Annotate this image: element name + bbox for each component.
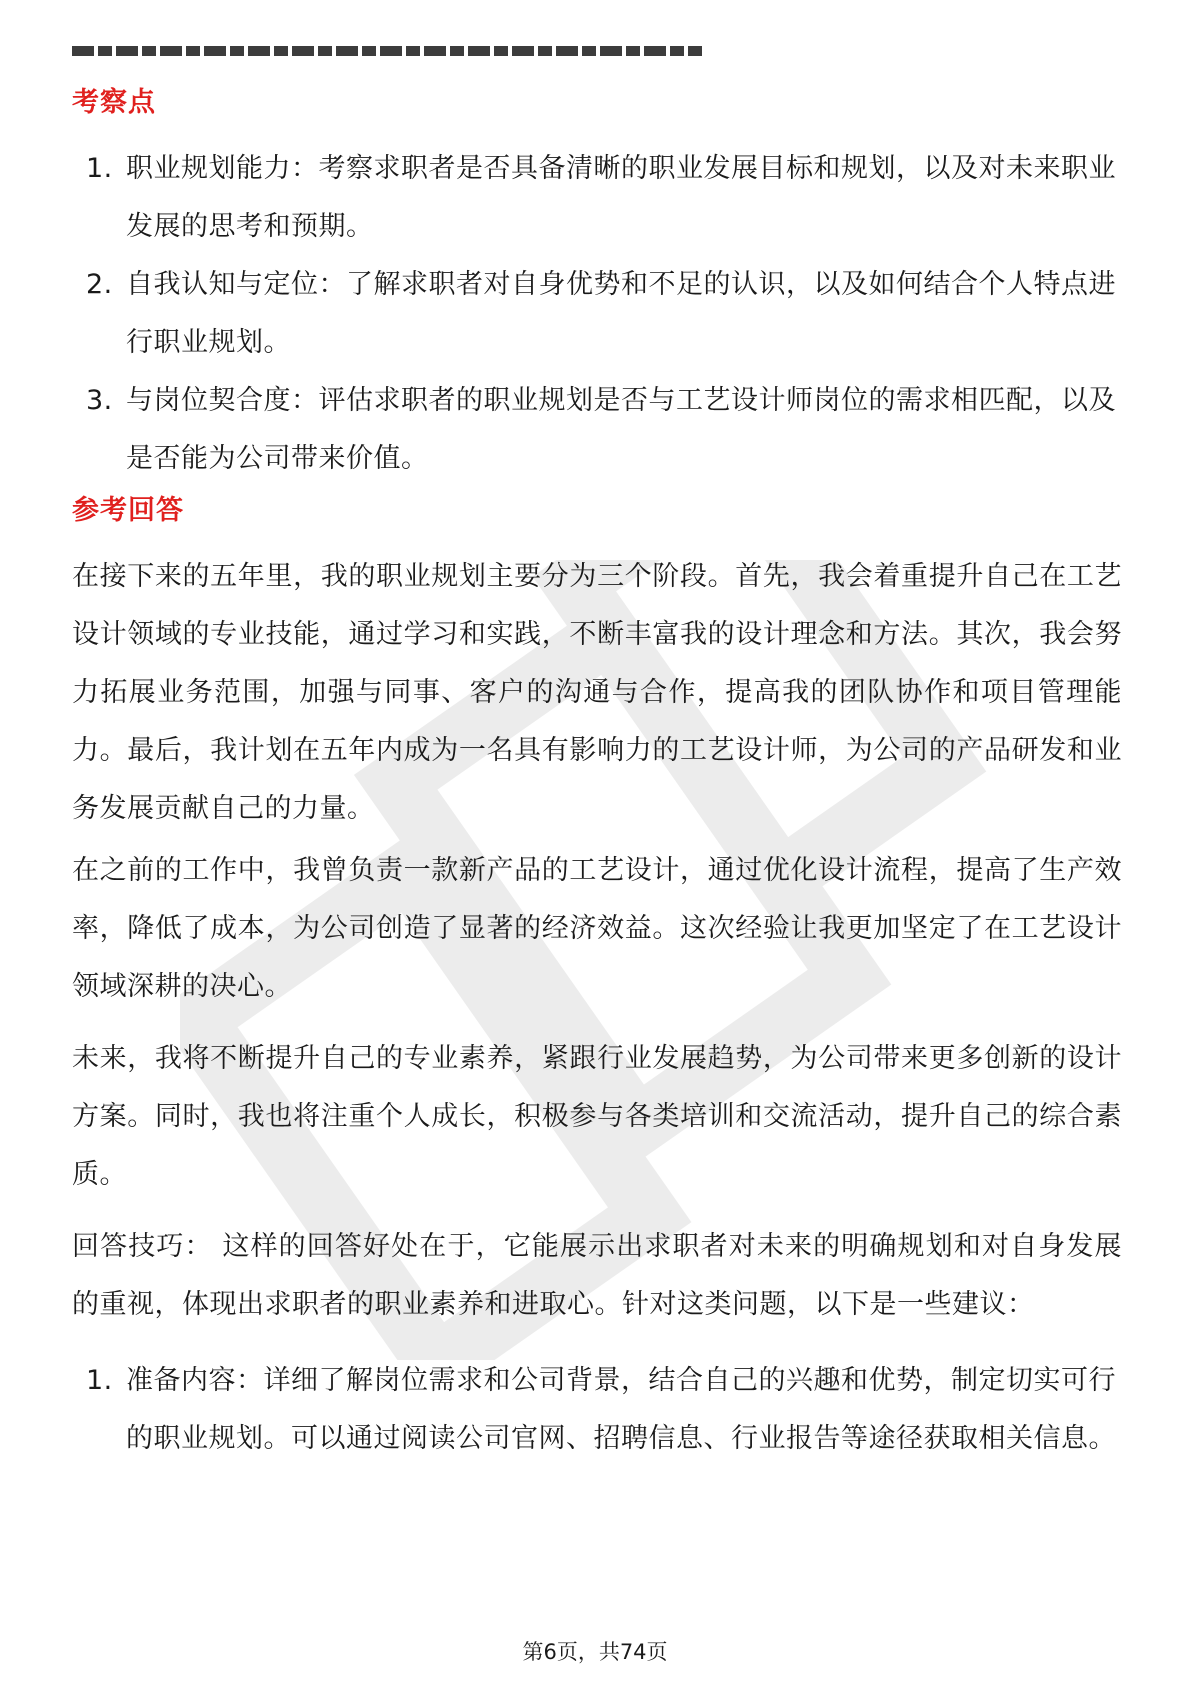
answer-paragraph: 未来，我将不断提升自己的专业素养，紧跟行业发展趋势，为公司带来更多创新的设计方案。同时，我也将注重个人成长，积极参与各类培训和交流活动，提升自己的综合素质。: [72, 1043, 1122, 1190]
section-title-answer: 参考回答: [72, 495, 184, 526]
list-text: 准备内容：详细了解岗位需求和公司背景，结合自己的兴趣和优势，制定切实可行的职业规划。可以通过阅读公司官网、招聘信息、行业报告等途径获取相关信息。: [126, 1365, 1116, 1454]
list-item: [72, 140, 1122, 256]
list-number: 2.: [86, 269, 113, 300]
list-item: [72, 372, 1122, 488]
answer-paragraph: 在之前的工作中，我曾负责一款新产品的工艺设计，通过优化设计流程，提高了生产效率，降低了成本，为公司创造了显著的经济效益。这次经验让我更加坚定了在工艺设计领域深耕的决心。: [72, 855, 1122, 1002]
list-number: 1.: [86, 1365, 113, 1396]
list-text: 职业规划能力：考察求职者是否具备清晰的职业发展目标和规划，以及对未来职业发展的思考和预期。: [126, 153, 1116, 242]
list-item: [72, 256, 1122, 372]
list-text: 与岗位契合度：评估求职者的职业规划是否与工艺设计师岗位的需求相匹配，以及是否能为公司带来价值。: [126, 385, 1116, 474]
tips-intro-paragraph: 回答技巧： 这样的回答好处在于，它能展示出求职者对未来的明确规划和对自身发展的重视，体现出求职者的职业素养和进取心。针对这类问题，以下是一些建议：: [72, 1231, 1122, 1320]
page-number-footer: 第6页，共74页: [522, 1640, 668, 1664]
cropped-heading-text: [72, 46, 702, 56]
list-number: 1.: [86, 153, 113, 184]
focus-list: [72, 140, 1122, 488]
cropped-heading-line: [72, 36, 712, 56]
tips-list: [72, 1352, 1122, 1468]
list-item: [72, 1352, 1122, 1468]
list-text: 自我认知与定位：了解求职者对自身优势和不足的认识，以及如何结合个人特点进行职业规划。: [126, 269, 1116, 358]
list-number: 3.: [86, 385, 113, 416]
section-title-focus: 考察点: [72, 87, 156, 118]
answer-paragraph: 在接下来的五年里，我的职业规划主要分为三个阶段。首先，我会着重提升自己在工艺设计领域的专业技能，通过学习和实践，不断丰富我的设计理念和方法。其次，我会努力拓展业务范围，加强与同事、客户的沟通与合作，提高我的团队协作和项目管理能力。最后，我计划在五年内成为一名具有影响力的工艺设计师，为公司的产品研发和业务发展贡献自己的力量。: [72, 561, 1122, 824]
